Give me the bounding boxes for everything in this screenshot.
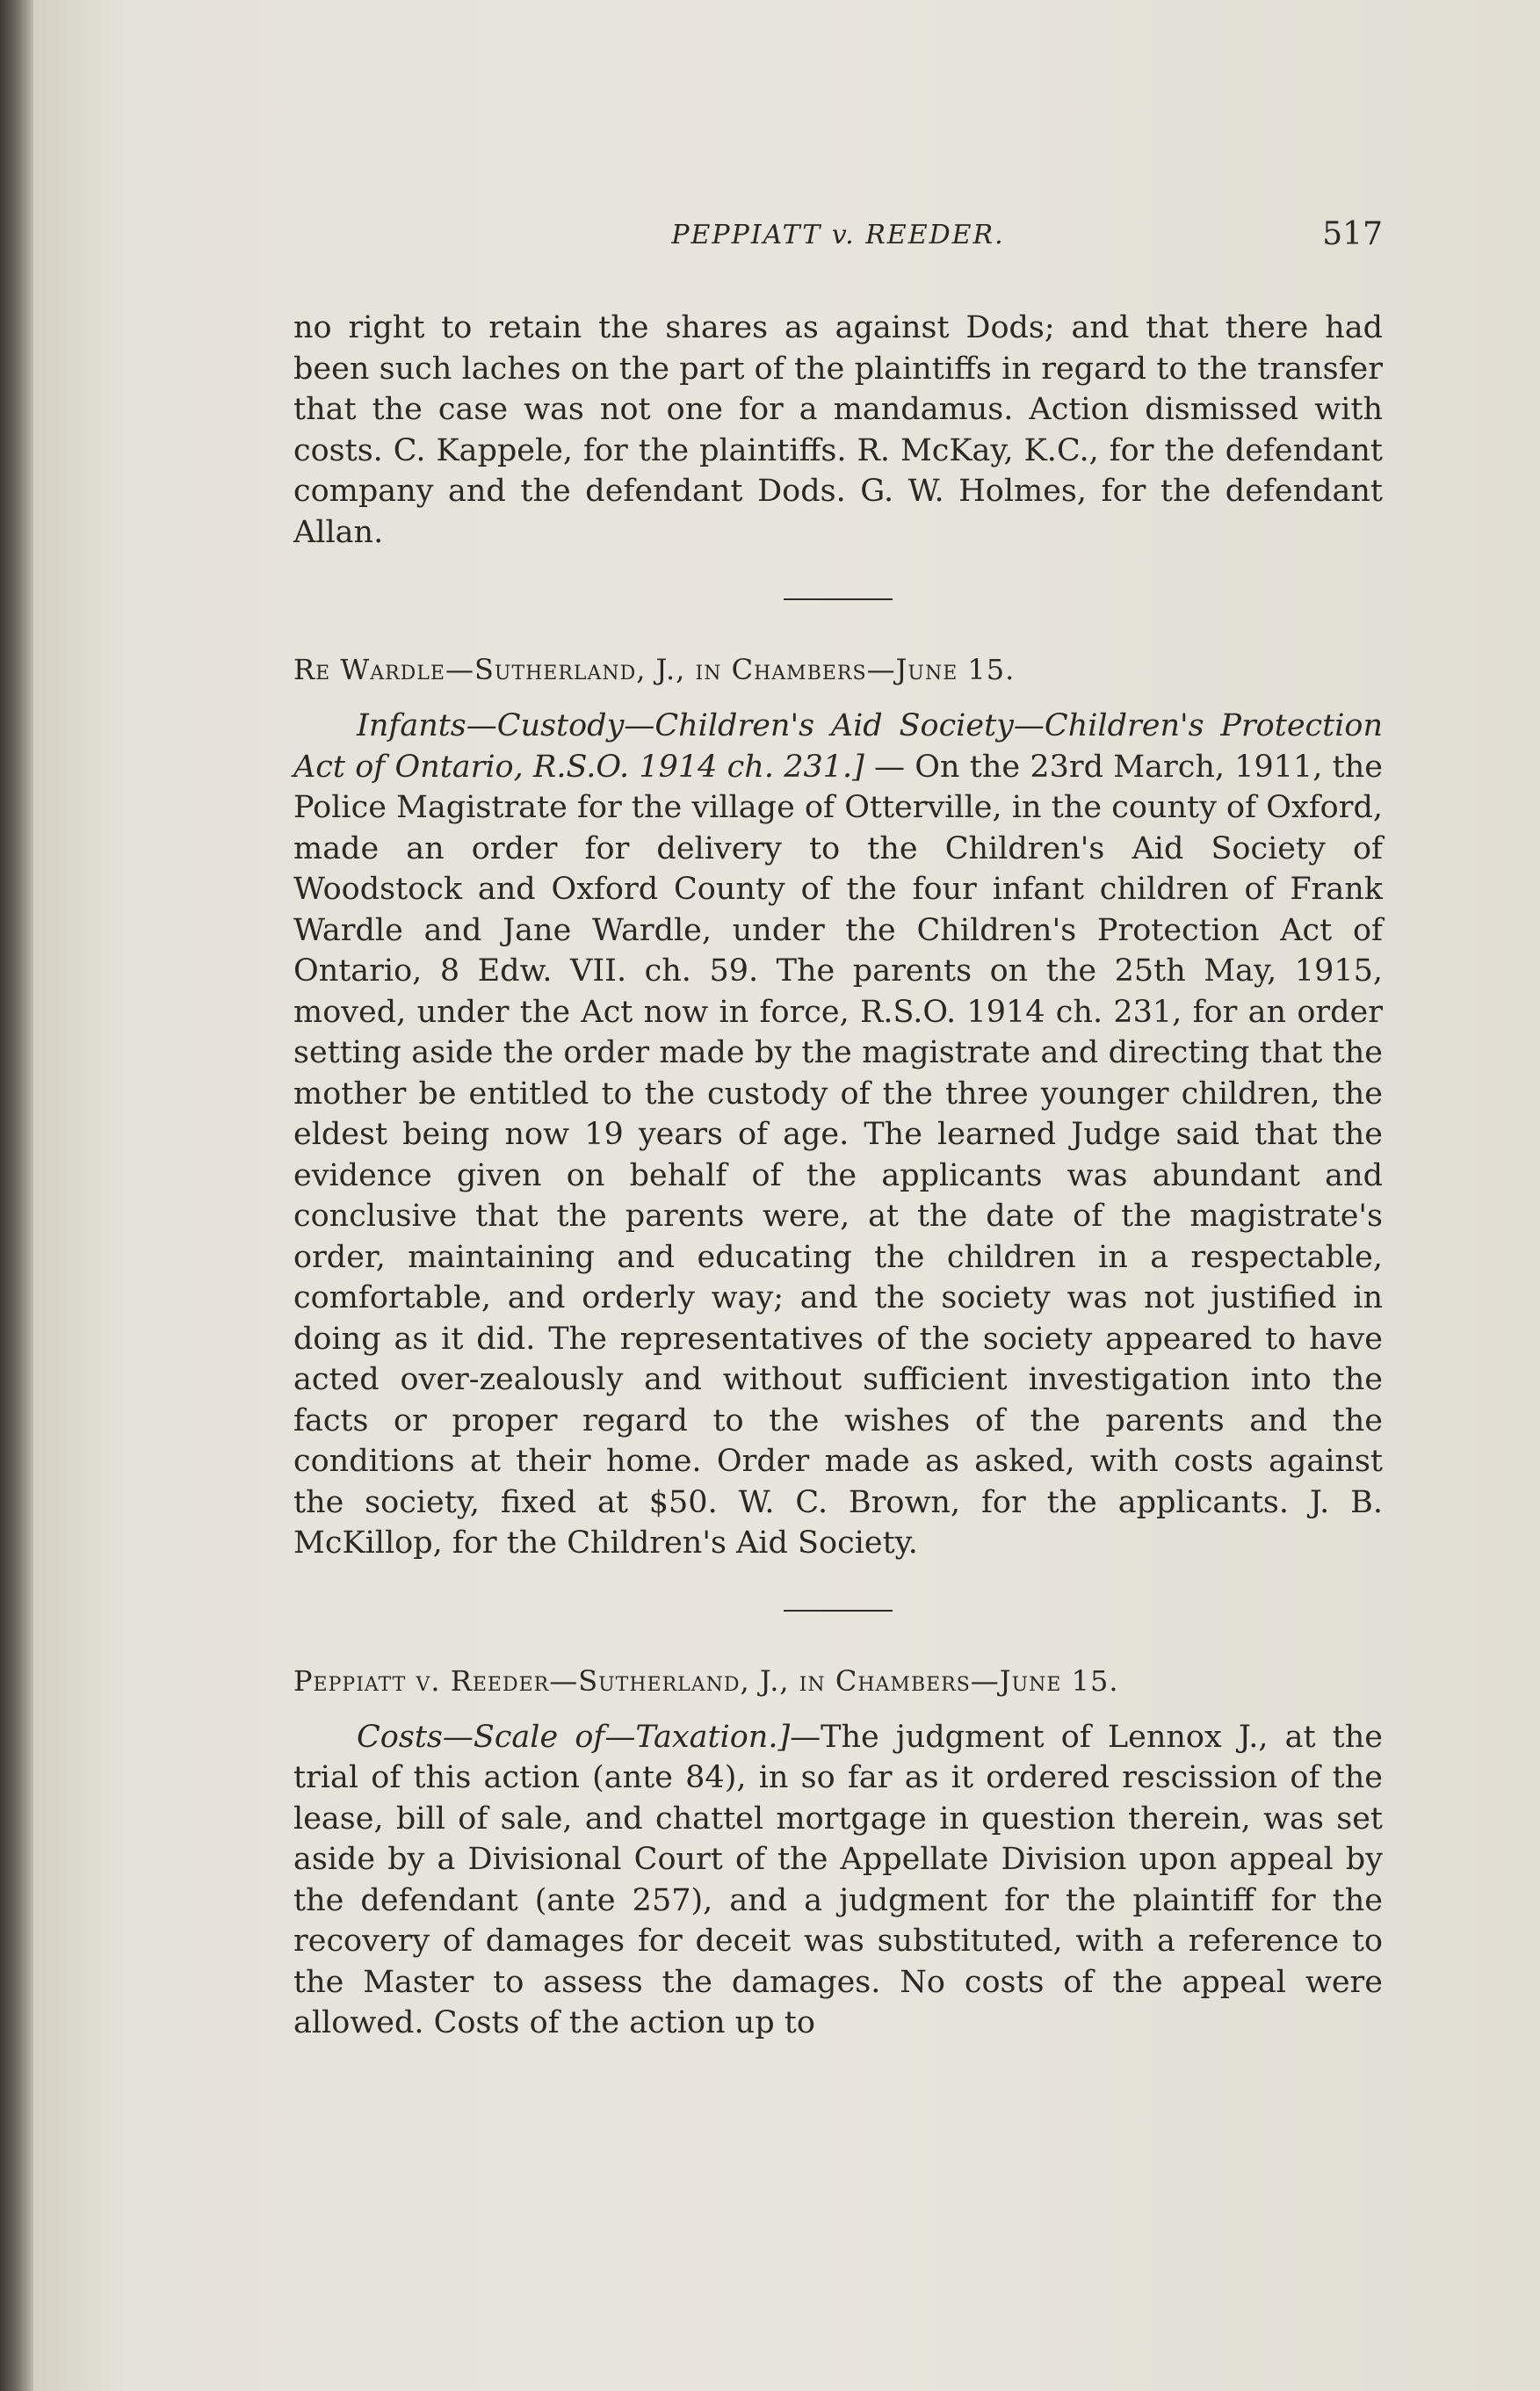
book-page [33,0,1540,2391]
running-title: PEPPIATT v. REEDER. [671,220,1005,250]
case-body-peppiatt-v-reeder: —The judgment of Lennox J., at the trial of this action (ante 84), in so far as it ordered rescission of the lease, bill of sale, and chattel mortgage in question therein, was set aside by a Divisional Court of the Appellate Division upon appeal by the defendant (ante 257), and a judgment for the plaintiff for the recovery of damages for deceit was substituted, with a reference to the Master to assess the damages. No costs of the appeal were allowed. Costs of the action up to [293,1719,1383,2040]
case-paragraph-re-wardle [293,706,1383,1564]
running-head [293,158,1383,252]
headnote-re-wardle: Infants—Custody—Children's Aid Society—Children's Protection Act of Ontario, R.S.O. 1914 ch. 231.] [293,708,1383,785]
carryover-paragraph: no right to retain the shares as against Dods; and that there had been such laches on the part of the plaintiffs in regard to the transfer that the case was not one for a mandamus. Action dismissed with costs. C. Kappele, for the plaintiffs. R. McKay, K.C., for the defendant company and the defendant Dods. G. W. Holmes, for the defendant Allan. [293,310,1383,550]
case-heading-peppiatt-v-reeder: Peppiatt v. Reeder—Sutherland, J., in Chambers—June 15. [293,1663,1119,1698]
page-number: 517 [1322,216,1383,252]
case-paragraph-peppiatt-v-reeder [293,1717,1383,2044]
case-heading-re-wardle: Re Wardle—Sutherland, J., in Chambers—June 15. [293,653,1016,686]
section-divider [784,598,893,600]
section-divider [784,1610,893,1612]
book-spine-shadow [0,0,33,2391]
case-body-re-wardle: — On the 23rd March, 1911, the Police Magistrate for the village of Otterville, in the county of Oxford, made an order for delivery to the Children's Aid Society of Woodstock and Oxford County of the four infant children of Frank Wardle and Jane Wardle, under the Children's Protection Act of Ontario, 8 Edw. VII. ch. 59. The parents on the 25th May, 1915, moved, under the Act now in force, R.S.O. 1914 ch. 231, for an order setting aside the order made by the magistrate and directing that the mother be entitled to the custody of the three younger children, the eldest being now 19 years of age. The learned Judge said that the evidence given on behalf of the applicants was abundant and conclusive that the parents were, at the date of the magistrate's order, maintaining and educating the children in a respectable, comfortable, and orderly way; and the society was not justified in doing as it did. The representatives of the society appeared to have acted over-zealously and without sufficient investigation into the facts or proper regard to the wishes of the parents and the conditions at their home. Order made as asked, with costs against the society, fixed at $50. W. C. Brown, for the applicants. J. B. McKillop, for the Children's Aid Society. [293,749,1383,1561]
headnote-peppiatt-v-reeder: Costs—Scale of—Taxation.] [357,1719,791,1755]
page-text-block [293,158,1383,2044]
